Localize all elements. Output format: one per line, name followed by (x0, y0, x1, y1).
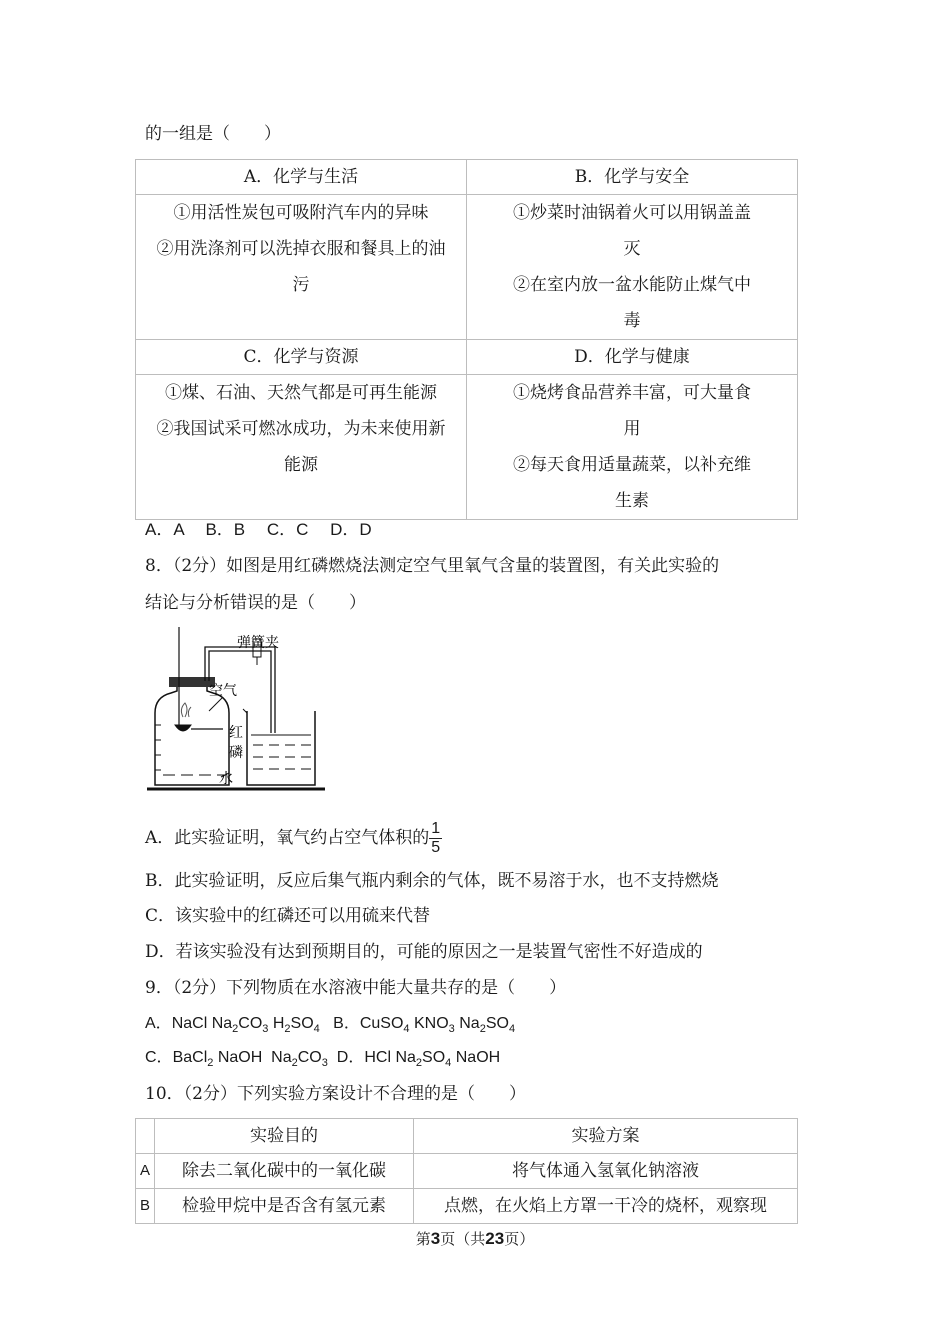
fraction-numerator: 1 (431, 820, 441, 837)
q7-b-line-2: 灭 (623, 239, 641, 259)
q8-stem-line-2: 结论与分析错误的是（ ） (145, 593, 366, 613)
q9-options-ab: A．NaCl $Na_2CO_3$ $H_2SO_4$ B．CuSO$_4$ $KNO_3$ $Na_2SO_4$ (145, 1015, 516, 1036)
q10-stem: 10．（2分）下列实验方案设计不合理的是（ ） (145, 1084, 526, 1104)
q10-header-plan: 实验方案 (414, 1119, 798, 1154)
q7-d-line-1: ①烧烤食品营养丰富，可大量食 (513, 383, 751, 403)
q7-a-line-1: ①用活性炭包可吸附汽车内的异味 (173, 203, 429, 223)
q10-row-a-plan: 将气体通入氢氧化钠溶液 (414, 1154, 798, 1189)
q8-option-d: D．若该实验没有达到预期目的，可能的原因之一是装置气密性不好造成的 (145, 942, 703, 962)
fraction (429, 820, 442, 857)
q8-option-a (145, 820, 442, 857)
q10-header-label (136, 1119, 155, 1154)
fraction-denominator: 5 (431, 839, 441, 856)
q8-option-b: B．此实验证明，反应后集气瓶内剩余的气体，既不易溶于水，也不支持燃烧 (145, 871, 719, 891)
total-pages: 23 (485, 1229, 505, 1248)
q7-cell-a (136, 195, 467, 340)
q9-options-cd: C．BaCl$_2$ NaOH $Na_2CO_3$ D．HCl $Na_2SO_4$ NaOH (145, 1049, 501, 1070)
q7-header-d: D．化学与健康 (467, 340, 798, 375)
q7-a-line-3: 污 (292, 275, 310, 295)
q7-header-c: C．化学与资源 (136, 340, 467, 375)
q10-header-purpose: 实验目的 (155, 1119, 414, 1154)
q7-header-a: A．化学与生活 (136, 160, 467, 195)
q7-c-line-2: ②我国试采可燃冰成功，为未来使用新 (156, 419, 446, 439)
q10-row-a-purpose: 除去二氧化碳中的一氧化碳 (155, 1154, 414, 1189)
q7-options: A．A B．B C．C D．D (145, 520, 372, 539)
q10-row-b-purpose: 检验甲烷中是否含有氢元素 (155, 1189, 414, 1224)
q7-b-line-3: ②在室内放一盆水能防止煤气中 (513, 275, 751, 295)
q7-d-line-2: 用 (623, 419, 641, 439)
q7-table (135, 159, 798, 520)
q8-option-a-text: A．此实验证明，氧气约占空气体积的 (145, 828, 430, 848)
q7-c-line-1: ①煤、石油、天然气都是可再生能源 (165, 383, 437, 403)
q7-cell-d (467, 375, 798, 520)
q8-option-c: C．该实验中的红磷还可以用硫来代替 (145, 906, 431, 926)
q7-d-line-4: 生素 (615, 491, 649, 511)
q10-table (135, 1118, 798, 1224)
q10-row-a-label: A (136, 1154, 155, 1189)
q7-b-line-4: 毒 (623, 311, 641, 331)
q9-stem: 9．（2分）下列物质在水溶液中能大量共存的是（ ） (145, 978, 567, 998)
q7-stem-tail: 的一组是（ ） (145, 124, 281, 144)
page-number: 3 (430, 1229, 441, 1248)
label-red: 红 (229, 725, 243, 741)
page-footer: 第3页（共23页） (415, 1229, 535, 1248)
q10-row-b-label: B (136, 1189, 155, 1224)
q7-d-line-3: ②每天食用适量蔬菜，以补充维 (513, 455, 751, 475)
q8-apparatus-figure (145, 625, 330, 795)
q7-c-line-3: 能源 (284, 455, 318, 475)
q7-a-line-2: ②用洗涤剂可以洗掉衣服和餐具上的油 (156, 239, 446, 259)
q10-row-b-plan: 点燃，在火焰上方罩一干冷的烧杯，观察现 (414, 1189, 798, 1224)
q7-cell-b (467, 195, 798, 340)
q7-cell-c (136, 375, 467, 520)
q7-header-b: B．化学与安全 (467, 160, 798, 195)
label-phosphorus: 磷 (229, 745, 243, 761)
label-water: 水 (219, 771, 233, 787)
q7-b-line-1: ①炒菜时油锅着火可以用锅盖盖 (513, 203, 751, 223)
label-air: 空气 (209, 683, 237, 699)
label-clip: 弹簧夹 (237, 635, 279, 651)
q8-stem-line-1: 8．（2分）如图是用红磷燃烧法测定空气里氧气含量的装置图，有关此实验的 (145, 556, 720, 576)
